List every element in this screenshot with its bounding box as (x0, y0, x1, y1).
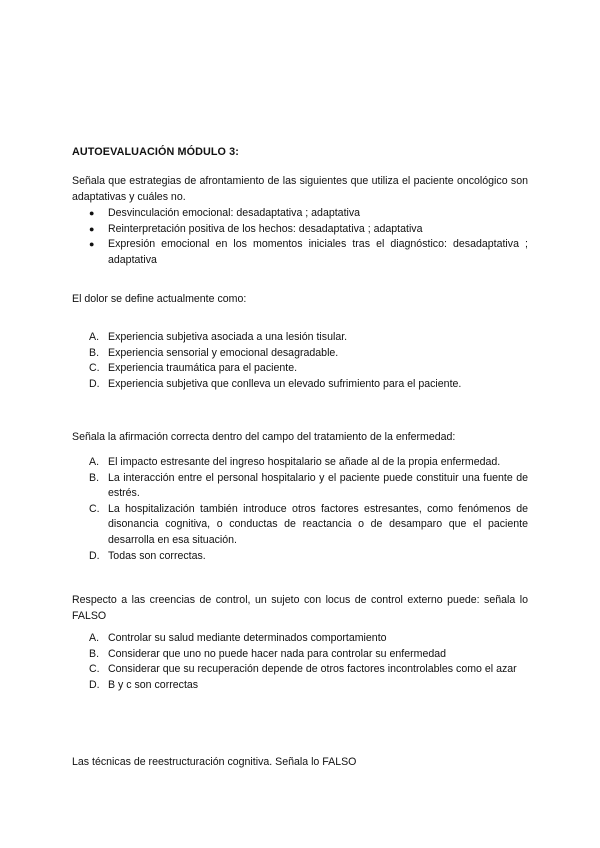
option-letter: C. (89, 663, 100, 676)
option-item (72, 678, 528, 694)
bullet-text: Desvinculación emocional: desadaptativa ; adaptativa (108, 207, 361, 219)
question-3-text: Señala la afirmación correcta dentro del campo del tratamiento de la enfermedad: (72, 431, 456, 443)
bullet-icon: ● (89, 239, 95, 250)
option-text: Experiencia subjetiva asociada a una lesión tisular. (108, 331, 348, 343)
option-text: Considerar que su recuperación depende de otros factores incontrolables como el azar (108, 663, 517, 676)
option-text: Experiencia sensorial y emocional desagradable. (108, 346, 339, 359)
option-letter: B. (89, 647, 100, 660)
option-text: Experiencia traumática para el paciente. (108, 362, 298, 375)
option-letter: D. (89, 678, 100, 691)
option-letter: B. (89, 471, 100, 484)
option-item (72, 455, 528, 471)
option-item (72, 549, 528, 565)
option-letter: D. (89, 377, 100, 390)
bullet-text: Reinterpretación positiva de los hechos: desadaptativa ; adaptativa (108, 222, 423, 235)
option-text: B y c son correctas (108, 678, 199, 691)
option-item (72, 361, 528, 377)
option-item (72, 502, 528, 549)
option-text: Todas son correctas. (108, 549, 206, 562)
option-text: El impacto estresante del ingreso hospitalario se añade al de la propia enfermedad. (108, 456, 501, 468)
option-letter: B. (89, 346, 100, 359)
option-letter: A. (89, 456, 100, 468)
option-item (72, 631, 528, 647)
bullet-text: Expresión emocional en los momentos iniciales tras el diagnóstico: desadaptativa ; adaptativa (108, 238, 528, 266)
option-text: La interacción entre el personal hospitalario y el paciente puede constituir una fuente de estrés. (108, 471, 528, 500)
option-item (72, 377, 528, 393)
option-letter: A. (89, 632, 100, 644)
option-item (72, 662, 528, 678)
option-letter: C. (89, 502, 100, 515)
question-5-text: Las técnicas de reestructuración cognitiva. Señala lo FALSO (72, 756, 357, 768)
option-text: Controlar su salud mediante determinados comportamiento (108, 632, 387, 644)
bullet-icon: ● (89, 223, 95, 234)
option-item (72, 471, 528, 502)
bullet-icon: ● (89, 208, 95, 218)
page-title: AUTOEVALUACIÓN MÓDULO 3: (72, 146, 239, 158)
list-item (72, 237, 528, 268)
option-text: Experiencia subjetiva que conlleva un elevado sufrimiento para el paciente. (108, 377, 462, 390)
option-item (72, 647, 528, 663)
option-letter: A. (89, 331, 100, 343)
option-item (72, 346, 528, 362)
question-4-options (72, 631, 528, 693)
question-3-options (72, 455, 528, 564)
option-text: La hospitalización también introduce otros factores estresantes, como fenómenos de disonancia cognitiva, o conductas de reactancia o de desamparo que el paciente desarrolla en esa situación. (108, 502, 528, 546)
list-item (72, 206, 528, 222)
option-letter: D. (89, 549, 100, 562)
question-4-text: Respecto a las creencias de control, un sujeto con locus de control externo puede: señala lo FALSO (72, 594, 528, 622)
option-item (72, 330, 528, 346)
question-1-text: Señala que estrategias de afrontamiento de las siguientes que utiliza el paciente oncológico son adaptativas y cuáles no. (72, 175, 528, 203)
option-text: Considerar que uno no puede hacer nada para controlar su enfermedad (108, 647, 447, 660)
question-2-text: El dolor se define actualmente como: (72, 293, 247, 305)
option-letter: C. (89, 362, 100, 375)
question-1-bullet-list (72, 206, 528, 268)
question-2-options (72, 330, 528, 392)
list-item (72, 222, 528, 238)
